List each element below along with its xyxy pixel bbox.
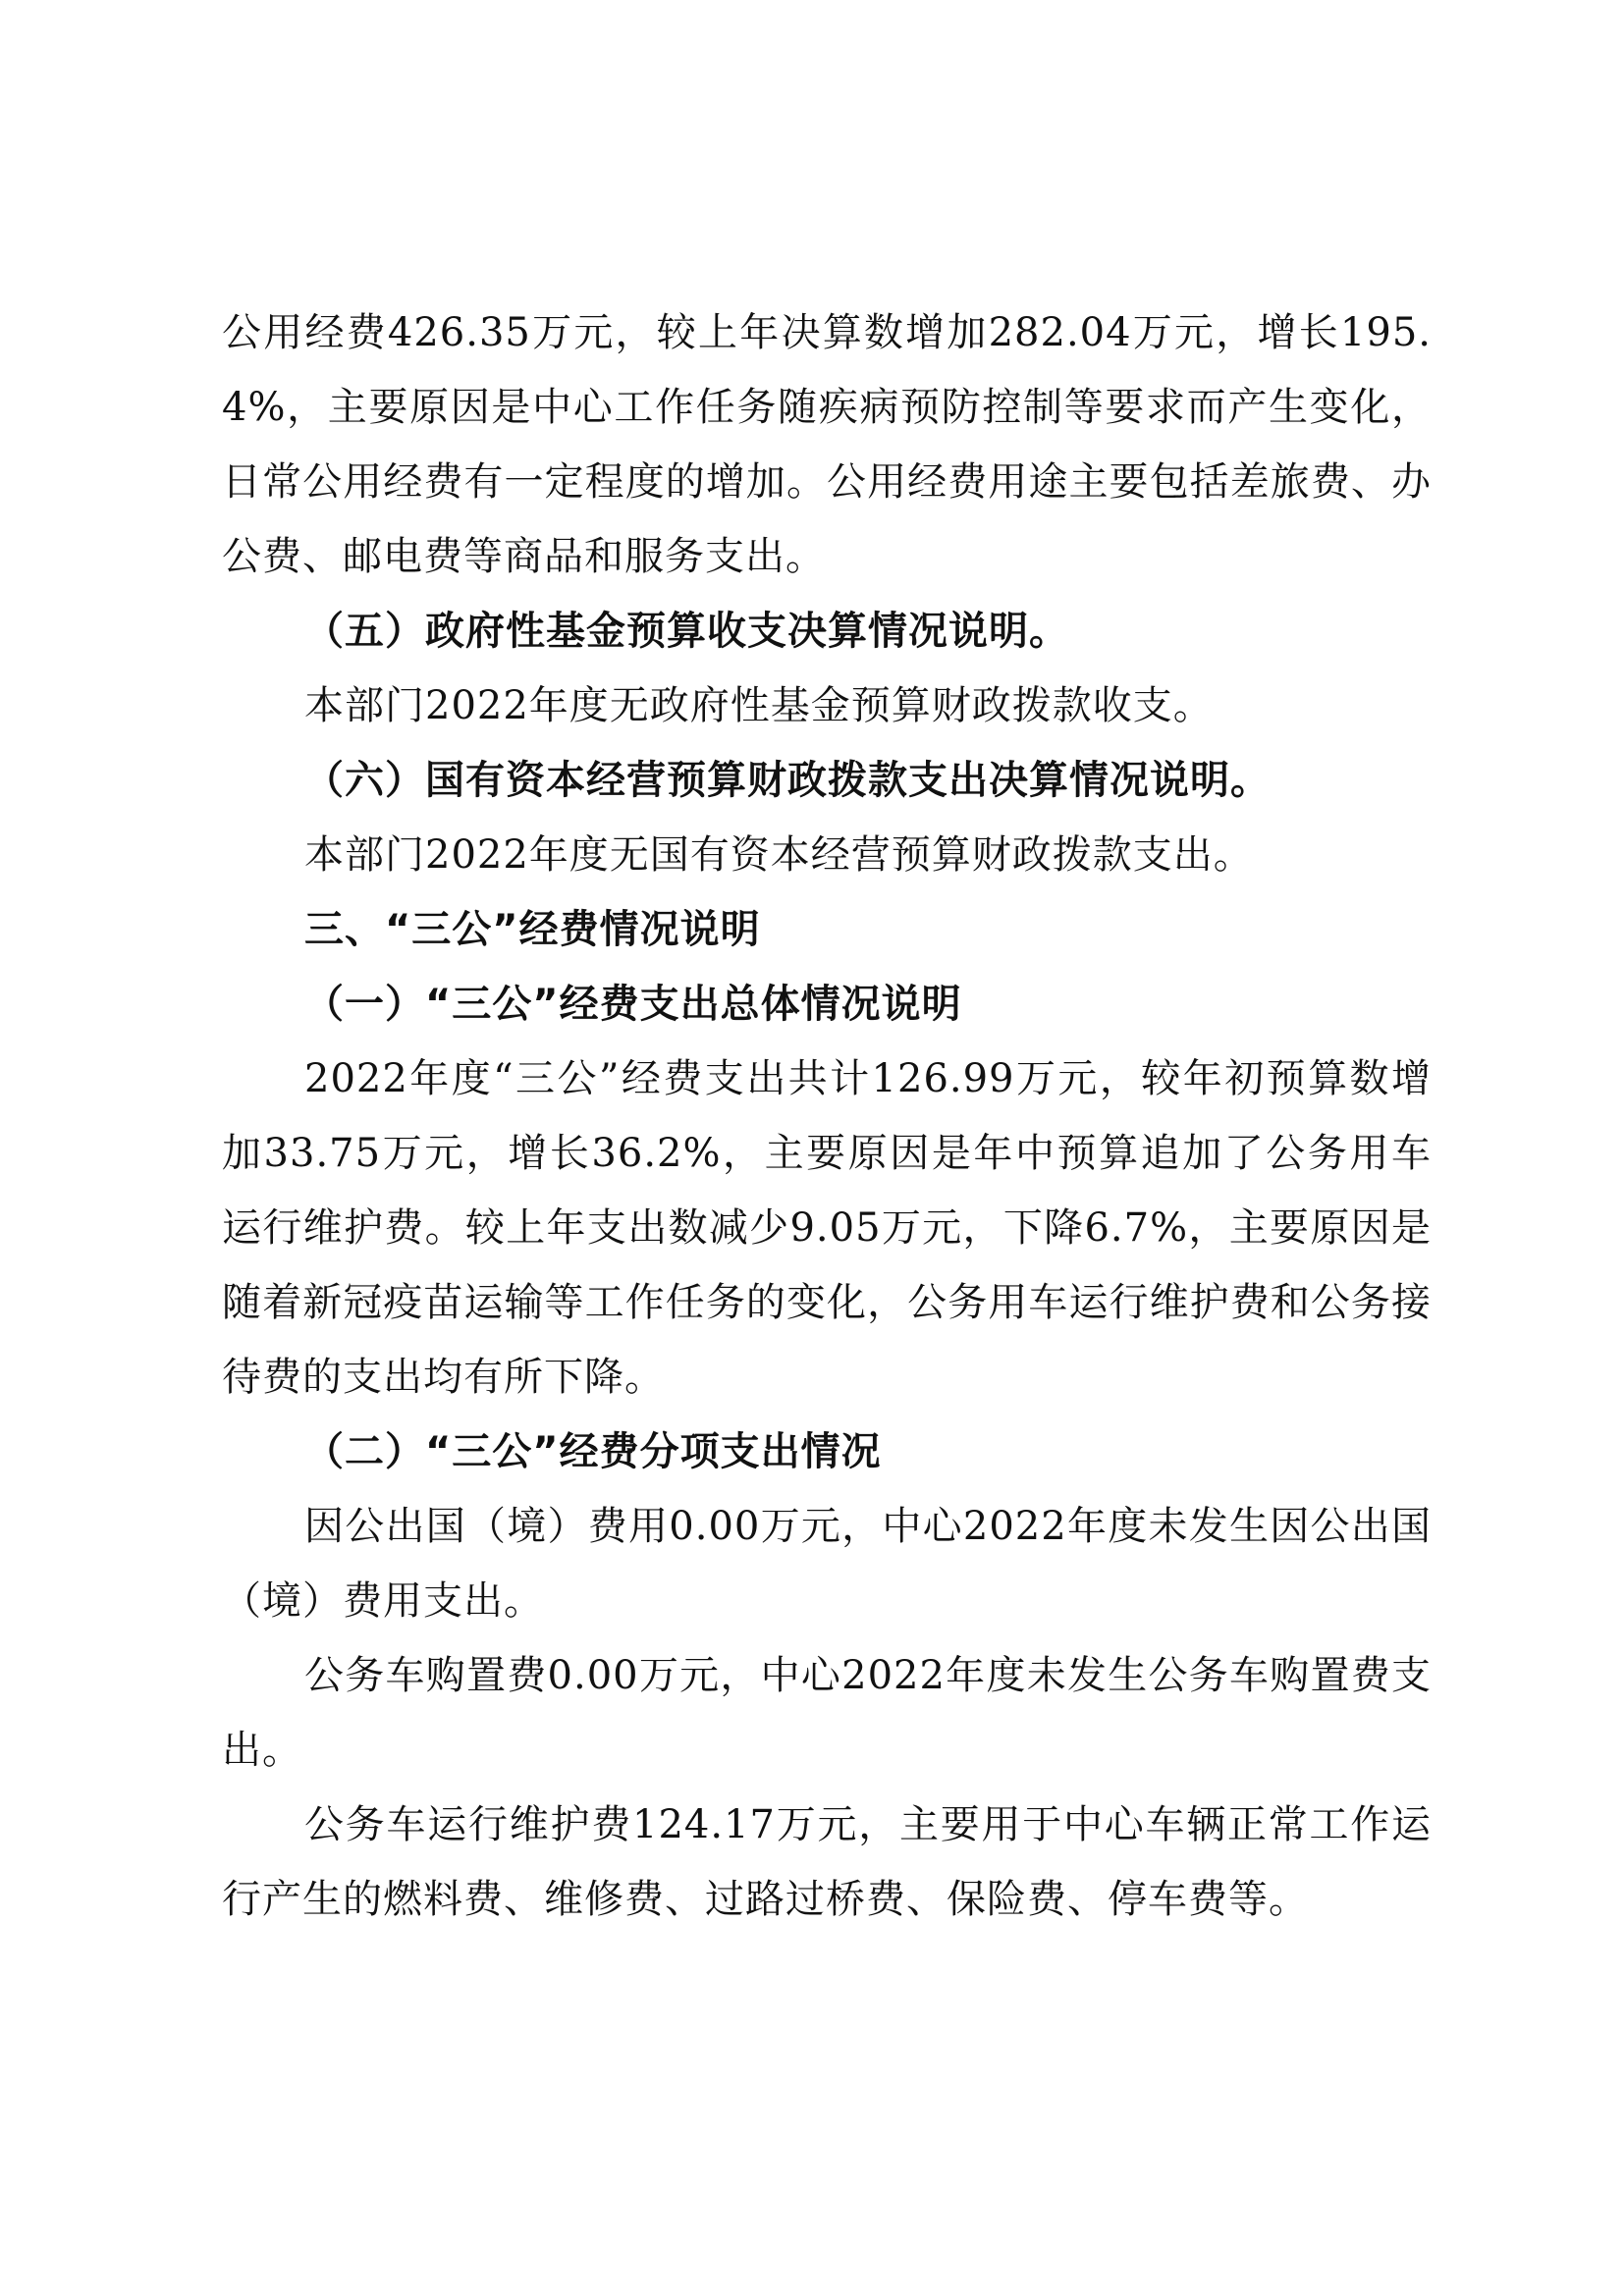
paragraph-three-public-overall: 2022年度“三公”经费支出共计126.99万元，较年初预算数增加33.75万元，增长36.2%，主要原因是年中预算追加了公务用车运行维护费。较上年支出数减少9.05万元，下降6.7%，主要原因是随着新冠疫苗运输等工作任务的变化，公务用车运行维护费和公务接待费的支出均有所下降。: [222, 1056, 1432, 1400]
paragraph-government-fund: 本部门2022年度无政府性基金预算财政拨款收支。: [304, 683, 1214, 728]
paragraph-state-capital: 本部门2022年度无国有资本经营预算财政拨款支出。: [304, 832, 1254, 878]
subheading-government-fund: （五）政府性基金预算收支决算情况说明。: [304, 609, 1069, 654]
paragraph-vehicle-purchase: 公务车购置费0.00万元，中心2022年度未发生公务车购置费支出。: [222, 1653, 1432, 1773]
section-heading-three-public: 三、“三公”经费情况说明: [304, 907, 761, 952]
paragraph-public-expenses: 公用经费426.35万元，较上年决算数增加282.04万元，增长195.4%，主要原因是中心工作任务随疾病预防控制等要求而产生变化，日常公用经费有一定程度的增加。公用经费用途主要包括差旅费、办公费、邮电费等商品和服务支出。: [222, 310, 1432, 579]
paragraph-overseas-travel: 因公出国（境）费用0.00万元，中心2022年度未发生因公出国（境）费用支出。: [222, 1504, 1432, 1624]
subheading-three-public-items: （二）“三公”经费分项支出情况: [304, 1429, 882, 1474]
document-body: [222, 295, 1432, 1937]
subheading-three-public-overall: （一）“三公”经费支出总体情况说明: [304, 982, 962, 1027]
paragraph-vehicle-maintenance: 公务车运行维护费124.17万元，主要用于中心车辆正常工作运行产生的燃料费、维修费、过路过桥费、保险费、停车费等。: [222, 1802, 1432, 1922]
subheading-state-capital: （六）国有资本经营预算财政拨款支出决算情况说明。: [304, 758, 1271, 803]
